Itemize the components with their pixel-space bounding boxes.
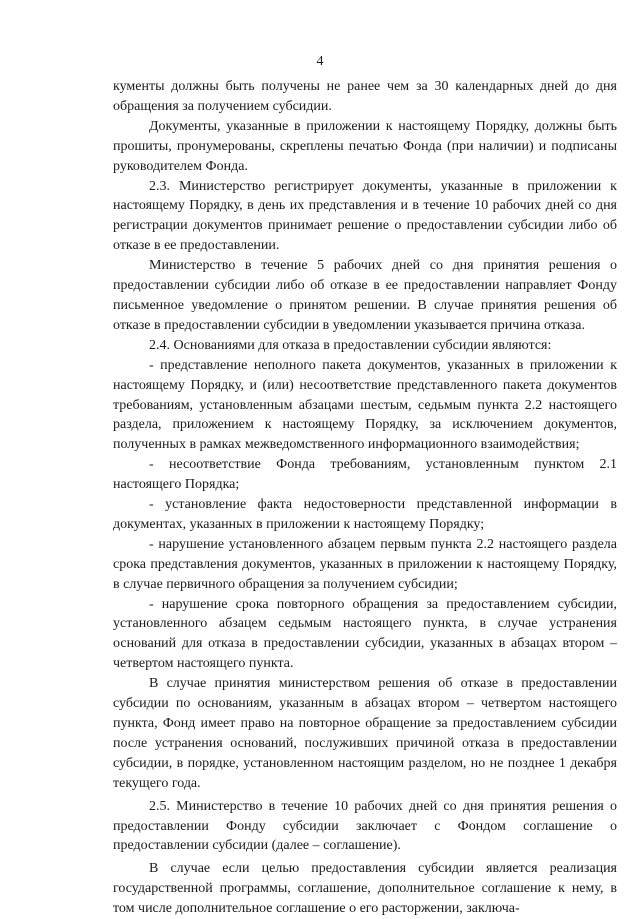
paragraph-continuation: кументы должны быть получены не ранее чем за 30 календарных дней до дня обращения за получением субсидии.	[113, 79, 617, 114]
list-item-noncompliance: - несоответствие Фонда требованиям, установленным пунктом 2.1 настоящего Порядка;	[113, 457, 617, 493]
paragraph-2-5: 2.5. Министерство в течение 10 рабочих дней со дня принятия решения о предоставлении Фонду субсидии заключает с Фондом соглашение о предоставлении субсидии (далее – соглашение).	[113, 798, 617, 854]
paragraph-2-3: 2.3. Министерство регистрирует документы, указанные в приложении к настоящему Порядку, в день их представления и в течение 10 рабочих дней со дня регистрации документов принимает решение о предоставлении субсидии либо об отказе в ее предоставлении.	[113, 178, 617, 254]
list-item-false-information: - установление факта недостоверности представленной информации в документах, указанных в приложении к настоящему Порядку;	[113, 497, 617, 532]
paragraph-notification: Министерство в течение 5 рабочих дней со дня принятия решения о предоставлении субсидии либо об отказе в ее предоставлении направляет Фонду письменное уведомление о принятом решении. В случае принятия решения об отказе в предоставлении субсидии в уведомлении указывается причина отказа.	[113, 258, 617, 333]
paragraph-repeat-application: В случае принятия министерством решения об отказе в предоставлении субсидии по основаниям, указанным в абзацах втором – четвертом настоящего пункта, Фонд имеет право на повторное обращение за предоставлением субсидии после устранения оснований, послуживших причиной отказа в предоставлении субсидии, в порядке, установленном настоящим разделом, но не позднее 1 декабря текущего года.	[113, 676, 617, 791]
list-item-deadline-violation: - нарушение установленного абзацем первым пункта 2.2 настоящего раздела срока представления документов, указанных в приложении к настоящему Порядку, в случае первичного обращения за получением субсидии;	[113, 536, 617, 592]
paragraph-2-4: 2.4. Основаниями для отказа в предоставлении субсидии являются:	[149, 337, 552, 353]
paragraph-state-program: В случае если целью предоставления субсидии является реализация государственной программы, соглашение, дополнительное соглашение к нему, в том числе дополнительное соглашение о его расторжении, заключа-	[113, 861, 617, 917]
document-body	[113, 77, 617, 919]
paragraph-document-requirements: Документы, указанные в приложении к настоящему Порядку, должны быть прошиты, пронумерованы, скреплены печатью Фонда (при наличии) и подписаны руководителем Фонда.	[113, 118, 617, 174]
list-item-repeat-deadline: - нарушение срока повторного обращения за предоставлением субсидии, установленного абзацем седьмым настоящего пункта, в случае устранения оснований для отказа в предоставлении субсидии, указанных в абзацах втором – четвертом настоящего пункта.	[113, 596, 617, 672]
page-number: 4	[316, 54, 324, 69]
list-item-incomplete-package: - представление неполного пакета документов, указанных в приложении к настоящему Порядку, и (или) несоответствие представленного пакета документов требованиям, установленным абзацами шестым, седьмым пункта 2.2 настоящего раздела, приложением к настоящему Порядку, за исключением документов, полученных в рамках межведомственного информационного взаимодействия;	[113, 357, 617, 453]
